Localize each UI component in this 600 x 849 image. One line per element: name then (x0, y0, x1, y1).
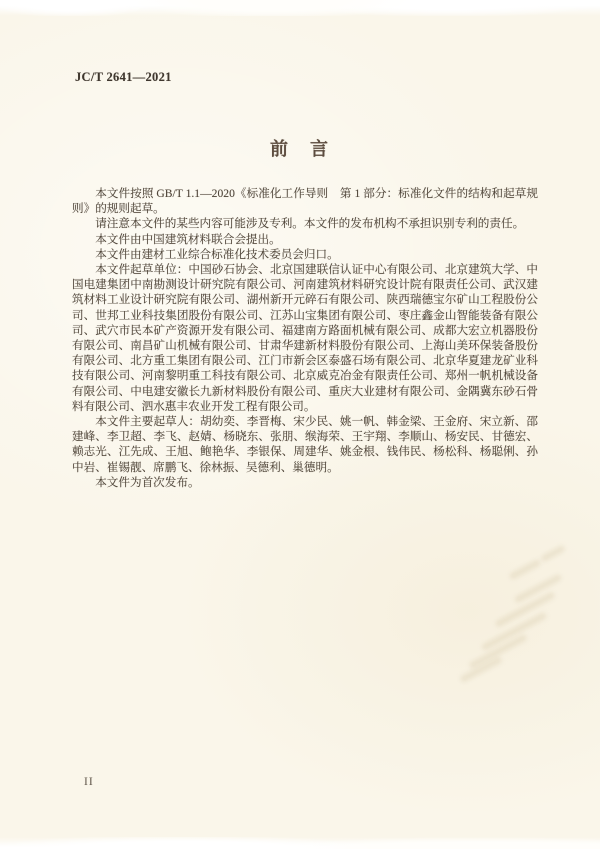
foreword-paragraph: 本文件起草单位：中国砂石协会、北京国建联信认证中心有限公司、北京建筑大学、中国电建集团中南勘测设计研究院有限公司、河南建筑材料研究设计院有限责任公司、武汉建筑材料工业设计研究院有限公司、湖州新开元碎石有限公司、陕西瑞德宝尔矿山工程股份公司、世邦工业科技集团股份有限公司、江苏山宝集团有限公司、枣庄鑫金山智能装备有限公司、武穴市民本矿产资源开发有限公司、福建南方路面机械有限公司、成都大宏立机器股份有限公司、南昌矿山机械有限公司、甘肃华建新材料股份有限公司、上海山美环保装备股份有限公司、北方重工集团有限公司、江门市新会区泰盛石场有限公司、北京华夏建龙矿业科技有限公司、河南黎明重工科技有限公司、北京威克冶金有限责任公司、郑州一帆机械设备有限公司、中电建安徽长九新材料股份有限公司、重庆大业建材有限公司、金隅冀东砂石骨料有限公司、泗水惠丰农业开发工程有限公司。 (72, 263, 538, 413)
foreword-paragraph: 本文件为首次发布。 (95, 475, 200, 489)
bleed-through-mark (540, 544, 566, 562)
foreword-text-block (72, 186, 538, 490)
foreword-paragraph: 本文件按照 GB/T 1.1—2020《标准化工作导则 第 1 部分：标准化文件的结构和起草规则》的规则起草。 (72, 187, 538, 216)
document-code-header: JC/T 2641—2021 (75, 70, 172, 84)
bleed-through-mark (468, 633, 528, 669)
bleed-through-mark (513, 573, 562, 604)
bleed-through-mark (459, 656, 503, 684)
scan-edge-bottom (0, 837, 600, 849)
page-number: II (84, 776, 94, 788)
foreword-paragraph: 本文件由中国建筑材料联合会提出。 (95, 232, 281, 246)
foreword-paragraph: 本文件由建材工业综合标准化技术委员会归口。 (95, 247, 339, 261)
foreword-paragraph: 请注意本文件的某些内容可能涉及专利。本文件的发布机构不承担识别专利的责任。 (95, 217, 525, 231)
bleed-through-mark (508, 558, 541, 580)
foreword-title: 前 言 (270, 139, 330, 159)
scan-edge-top (0, 0, 600, 16)
bleed-through-mark (481, 612, 548, 652)
foreword-paragraph: 本文件主要起草人：胡幼奕、李晋梅、宋少民、姚一帆、韩金梁、王金府、宋立新、邵建峰、李卫超、李飞、赵婧、杨晓东、张朋、缑海荣、王宇翔、李顺山、杨安民、甘德宏、赖志光、江先成、王旭、鲍艳华、李银保、周建华、姚金根、钱伟民、杨松科、杨聪俐、孙中岩、崔锡靓、席鹏飞、徐林振、吴德利、巢德明。 (72, 415, 538, 474)
bleed-through-mark (494, 591, 556, 628)
